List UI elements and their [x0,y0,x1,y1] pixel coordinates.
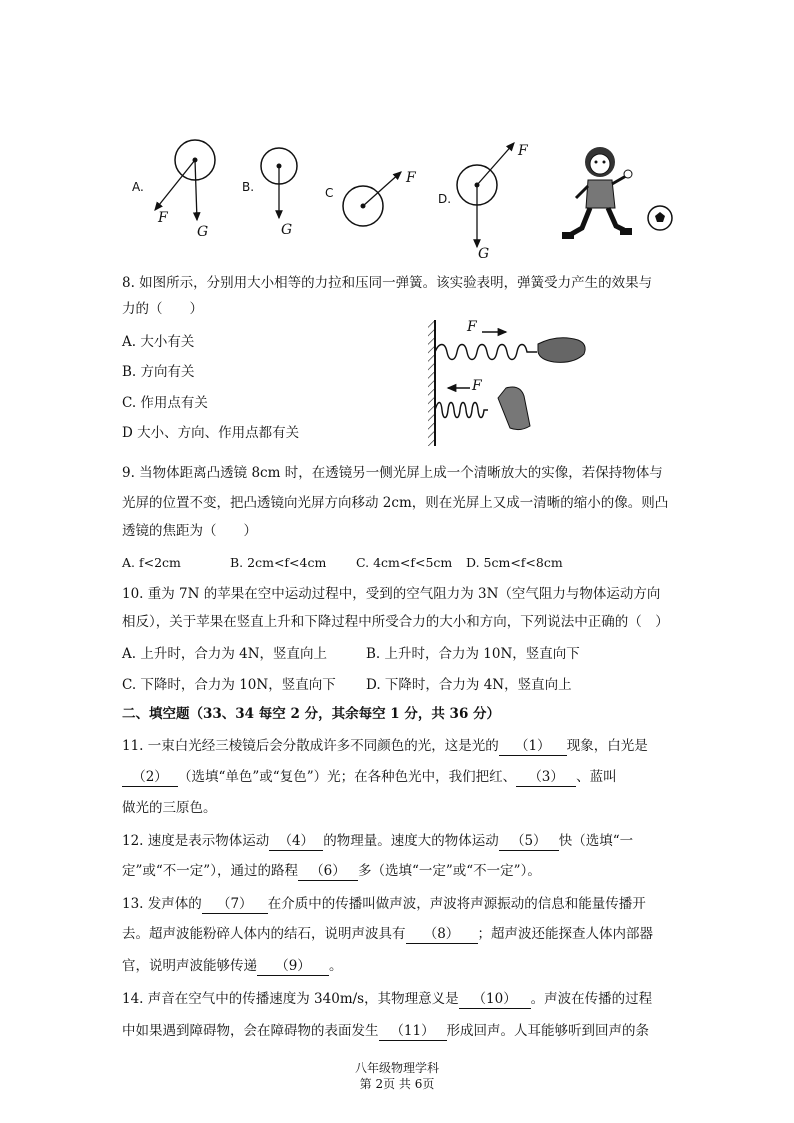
force-f-label: F [406,170,416,186]
q8-option-a: A. 大小有关 [122,334,195,350]
q11-text-e: 、蓝叫 [576,769,617,785]
figure-option-a [145,132,225,242]
q12-text-c: 的物理量。速度大的物体运动 [323,833,499,849]
blank-10: （10） [459,990,531,1009]
blank-5: （5） [499,832,559,851]
blank-4: （4） [269,832,323,851]
force-f-label: F [158,210,168,226]
gravity-g-label: G [197,224,209,240]
option-b-label: B. [242,180,255,194]
blank-7: （7） [202,895,268,914]
q8-option-c: C. 作用点有关 [122,395,208,411]
q9-option-c: C. 4cm<f<5cm [356,555,453,570]
q14-text-c: 。声波在传播的过程 [530,991,653,1007]
q8-stem-line1: 8. 如图所示，分别用大小相等的力拉和压同一弹簧。该实验表明，弹簧受力产生的效果与 [122,275,653,291]
figure-option-b [255,140,315,230]
q11-text-d: （选填“单色”或“复色”）光；在各种色光中，我们把红、 [178,769,517,785]
gravity-g-label: G [478,246,490,262]
q10-option-b: B. 上升时，合力为 10N，竖直向下 [366,646,580,662]
q12-text-a: 12. 速度是表示物体运动 [122,833,270,849]
q14-text-a: 14. 声音在空气中的传播速度为 340m/s，其物理意义是 [122,991,459,1007]
q10-line2: 相反），关于苹果在竖直上升和下降过程中所受合力的大小和方向，下列说法中正确的（ ） [122,614,669,630]
q13-text-f: 官，说明声波能够传递 [122,958,257,974]
q13-text-a: 13. 发声体的 [122,896,202,912]
q13-line2 [122,925,653,944]
blank-3: （3） [516,768,576,787]
q12-line2 [122,862,541,881]
q10-option-c: C. 下降时，合力为 10N，竖直向下 [122,677,336,693]
q11-line3: 做光的三原色。 [122,800,217,816]
q11-line2 [122,768,617,787]
blank-9: （9） [257,957,329,976]
option-d-label: D. [438,192,452,206]
q10-option-a: A. 上升时，合力为 4N，竖直向上 [122,646,328,662]
q10-option-d: D. 下降时，合力为 4N，竖直向上 [366,677,572,693]
q11-text-c: 现象，白光是 [566,738,648,754]
q9-line2: 光屏的位置不变，把凸透镜向光屏方向移动 2cm，则在光屏上又成一清晰的缩小的像。则凸 [122,495,669,511]
q9-option-d: D. 5cm<f<8cm [466,555,563,570]
footer-subject: 八年级物理学科 [354,1061,439,1075]
blank-6: （6） [298,862,358,881]
spring-figure [420,318,600,448]
q14-line1 [122,990,652,1009]
blank-1: （1） [499,737,567,756]
q9-option-b: B. 2cm<f<4cm [230,555,327,570]
q13-text-c: 在介质中的传播叫做声波，声波将声源振动的信息和能量传播开 [267,896,646,912]
q14-line2 [122,1022,649,1041]
spring-force-bottom-label: F [472,378,482,394]
q12-line1 [122,832,633,851]
q13-text-g: 。 [329,958,343,974]
q9-line1: 9. 当物体距离凸透镜 8cm 时，在透镜另一侧光屏上成一个清晰放大的实像，若保持物体与 [122,465,663,481]
q12-text-e: 定”或“不一定”），通过的路程 [122,863,298,879]
figure-option-c [335,150,415,230]
q12-text-f: 多（选填“一定”或“不一定”）。 [357,863,541,879]
section-2-title: 二、填空题（33、34 每空 2 分，其余每空 1 分，共 36 分） [122,706,501,722]
option-a-label: A. [132,180,144,194]
blank-11: （11） [379,1022,447,1041]
q14-text-e: 形成回声。人耳能够听到回声的条 [446,1023,649,1039]
q9-option-a: A. f<2cm [122,555,181,570]
force-f-label: F [518,143,528,159]
q8-option-b: B. 方向有关 [122,364,195,380]
q13-text-e: ；超声波还能探查人体内部器 [477,926,653,942]
q13-line3 [122,957,343,976]
q9-line3: 透镜的焦距为（ ） [122,523,257,539]
q10-line1: 10. 重为 7N 的苹果在空中运动过程中，受到的空气阻力为 3N（空气阻力与物体运动方向 [122,586,661,602]
q12-text-d: 快（选填“一 [558,833,634,849]
q8-option-d: D 大小、方向、作用点都有关 [122,425,300,441]
q11-text-a: 11. 一束白光经三棱镜后会分散成许多不同颜色的光，这是光的 [122,738,499,754]
q13-line1 [122,895,646,914]
spring-force-top-label: F [467,319,477,335]
q13-text-d: 去。超声波能粉碎人体内的结石，说明声波具有 [122,926,406,942]
blank-8: （8） [406,925,478,944]
q14-text-d: 中如果遇到障碍物，会在障碍物的表面发生 [122,1023,379,1039]
blank-2: （2） [122,768,178,787]
q11-line1 [122,737,648,756]
option-c-label: C [325,186,334,200]
footer-page-number: 第 2页 共 6页 [359,1077,435,1091]
boy-kicking-ball-illustration [560,140,680,250]
q8-stem-line2: 力的（ ） [122,301,203,317]
gravity-g-label: G [281,222,293,238]
